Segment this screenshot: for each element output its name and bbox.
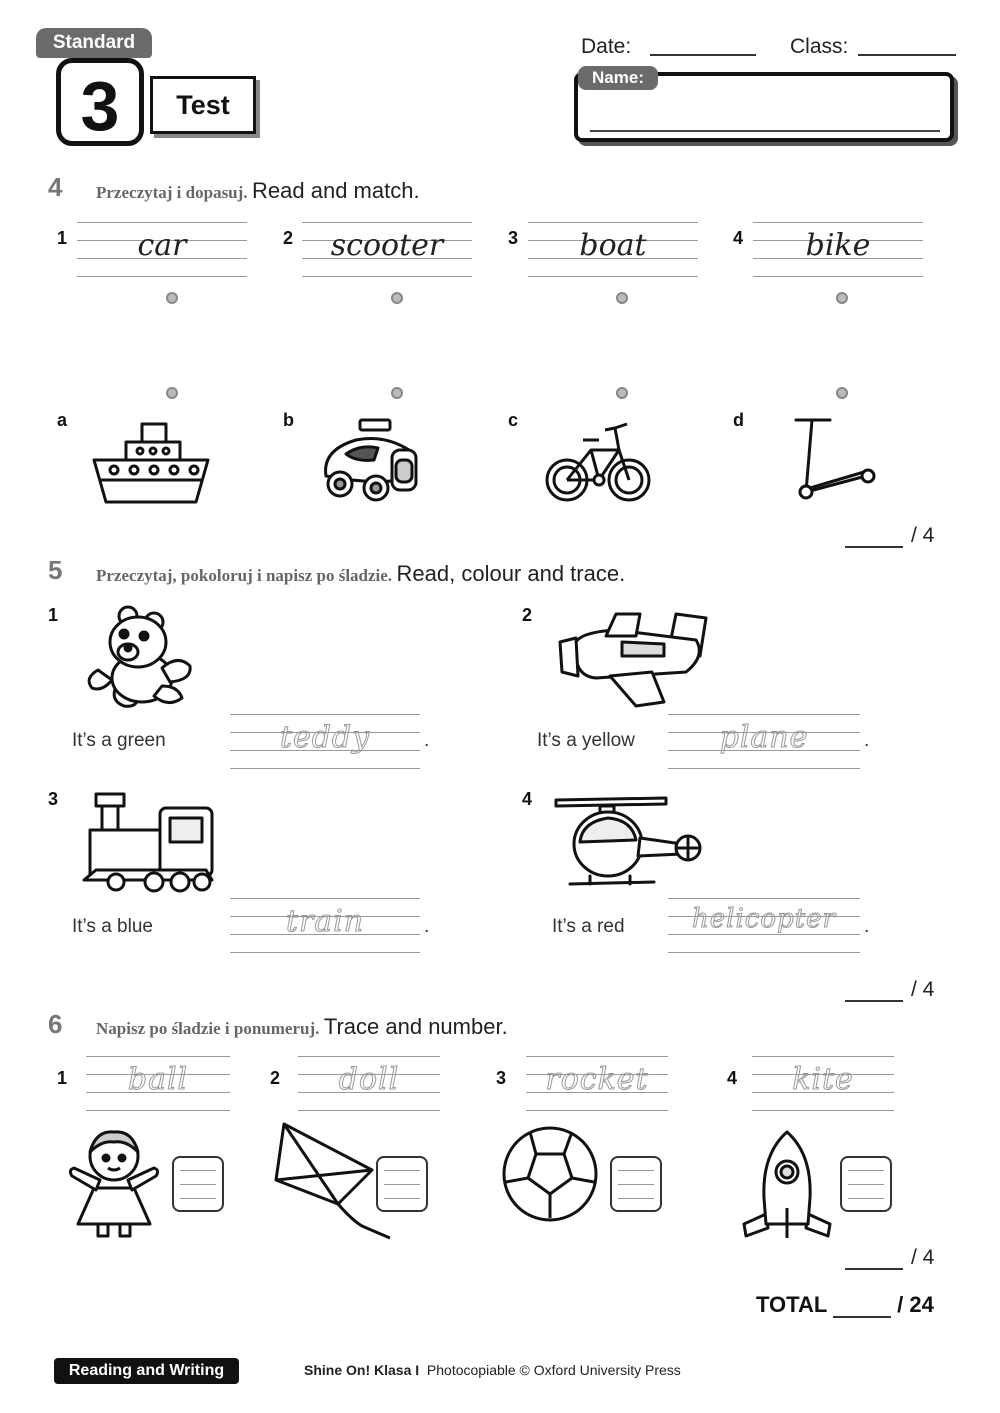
- doll-icon: [66, 1124, 162, 1240]
- car-icon: [316, 416, 422, 506]
- plane-icon: [556, 606, 714, 710]
- sentence-text: It’s a red: [552, 916, 625, 937]
- score-total: / 4: [911, 978, 935, 1001]
- copyright: Photocopiable © Oxford University Press: [426, 1362, 681, 1378]
- trace-box[interactable]: [668, 714, 860, 770]
- instruction-english: Read, colour and trace.: [396, 561, 626, 586]
- score-blank[interactable]: [845, 1250, 903, 1270]
- trace-word: train: [285, 904, 365, 939]
- item-number: 3: [48, 789, 59, 809]
- match-dot-top[interactable]: [616, 292, 628, 304]
- trace-box[interactable]: [752, 1056, 894, 1112]
- word-number: 4: [733, 228, 744, 248]
- section-6-score: [845, 1246, 934, 1270]
- name-line: [590, 130, 940, 132]
- trace-word: rocket: [545, 1062, 649, 1097]
- date-field[interactable]: [650, 52, 756, 56]
- item-number: 2: [522, 605, 533, 625]
- section-4-score: [845, 524, 934, 548]
- score-blank[interactable]: [845, 982, 903, 1002]
- trace-box[interactable]: [230, 898, 420, 954]
- word-number: 2: [283, 228, 294, 248]
- trace-box[interactable]: [86, 1056, 230, 1112]
- trace-word: doll: [338, 1062, 400, 1097]
- footer-tab: Reading and Writing: [54, 1358, 239, 1384]
- score-blank[interactable]: [845, 528, 903, 548]
- instruction-english: Trace and number.: [323, 1014, 508, 1039]
- section-4-number: 4: [48, 172, 63, 202]
- total-value: / 24: [897, 1292, 934, 1317]
- answer-box[interactable]: [610, 1156, 662, 1212]
- word-number: 4: [727, 1068, 738, 1088]
- name-label: Name:: [578, 66, 658, 90]
- trace-box[interactable]: [230, 714, 420, 770]
- word-number: 3: [496, 1068, 507, 1088]
- answer-box[interactable]: [840, 1156, 892, 1212]
- teddy-icon: [78, 604, 196, 714]
- word-text: boat: [579, 228, 647, 263]
- picture-letter: c: [508, 410, 519, 430]
- section-5-instruction: [96, 561, 625, 587]
- word-number: 2: [270, 1068, 281, 1088]
- word-text: car: [137, 228, 187, 263]
- section-6-number: 6: [48, 1009, 63, 1039]
- footer-text: [304, 1362, 681, 1378]
- ball-icon: [500, 1124, 600, 1224]
- instruction-polish: Napisz po śladzie i ponumeruj.: [96, 1019, 320, 1038]
- score-total: / 4: [911, 1246, 935, 1269]
- trace-word: kite: [792, 1062, 854, 1097]
- section-5-score: [845, 978, 934, 1002]
- match-dot-bottom[interactable]: [616, 387, 628, 399]
- class-label: Class:: [790, 35, 849, 58]
- match-dot-bottom[interactable]: [166, 387, 178, 399]
- total-blank[interactable]: [833, 1298, 891, 1318]
- period: .: [424, 730, 430, 751]
- answer-box[interactable]: [376, 1156, 428, 1212]
- word-box: [528, 222, 698, 278]
- word-number: 1: [57, 228, 68, 248]
- answer-box[interactable]: [172, 1156, 224, 1212]
- word-number: 1: [57, 1068, 68, 1088]
- trace-box[interactable]: [298, 1056, 440, 1112]
- date-label: Date:: [581, 35, 632, 58]
- item-number: 4: [522, 789, 533, 809]
- period: .: [864, 730, 870, 751]
- picture-letter: a: [57, 410, 68, 430]
- section-5-number: 5: [48, 555, 63, 585]
- match-dot-top[interactable]: [391, 292, 403, 304]
- boat-icon: [90, 420, 212, 510]
- sentence-text: It’s a yellow: [537, 730, 635, 751]
- picture-letter: b: [283, 410, 294, 430]
- trace-box[interactable]: [526, 1056, 668, 1112]
- match-dot-top[interactable]: [836, 292, 848, 304]
- rocket-icon: [740, 1128, 834, 1240]
- instruction-polish: Przeczytaj i dopasuj.: [96, 183, 248, 202]
- trace-box[interactable]: [668, 898, 860, 954]
- word-box: [753, 222, 923, 278]
- section-6-instruction: [96, 1014, 508, 1040]
- sentence-text: It’s a green: [72, 730, 166, 751]
- instruction-polish: Przeczytaj, pokoloruj i napisz po śladzie.: [96, 566, 393, 585]
- scooter-icon: [790, 412, 880, 504]
- trace-word: ball: [127, 1062, 189, 1097]
- sentence-text: It’s a blue: [72, 916, 153, 937]
- word-box: [77, 222, 247, 278]
- item-number: 1: [48, 605, 59, 625]
- trace-word: plane: [719, 720, 809, 755]
- instruction-english: Read and match.: [252, 178, 420, 203]
- total-score: [756, 1292, 934, 1318]
- book-title: Shine On! Klasa I: [304, 1362, 420, 1378]
- match-dot-bottom[interactable]: [391, 387, 403, 399]
- score-total: / 4: [911, 524, 935, 547]
- picture-letter: d: [733, 410, 744, 430]
- match-dot-top[interactable]: [166, 292, 178, 304]
- word-text: scooter: [330, 228, 444, 263]
- trace-word: helicopter: [692, 904, 836, 934]
- trace-word: teddy: [279, 720, 371, 755]
- standard-tab: Standard: [36, 28, 152, 58]
- section-4-instruction: [96, 178, 420, 204]
- match-dot-bottom[interactable]: [836, 387, 848, 399]
- word-box: [302, 222, 472, 278]
- bike-icon: [543, 416, 653, 508]
- helicopter-icon: [552, 792, 710, 890]
- period: .: [864, 916, 870, 937]
- word-text: bike: [805, 228, 871, 263]
- test-label: Test: [150, 76, 256, 134]
- class-field[interactable]: [858, 52, 956, 56]
- word-number: 3: [508, 228, 519, 248]
- train-icon: [82, 790, 216, 894]
- period: .: [424, 916, 430, 937]
- total-label: TOTAL: [756, 1292, 827, 1317]
- test-number: 3: [56, 58, 144, 146]
